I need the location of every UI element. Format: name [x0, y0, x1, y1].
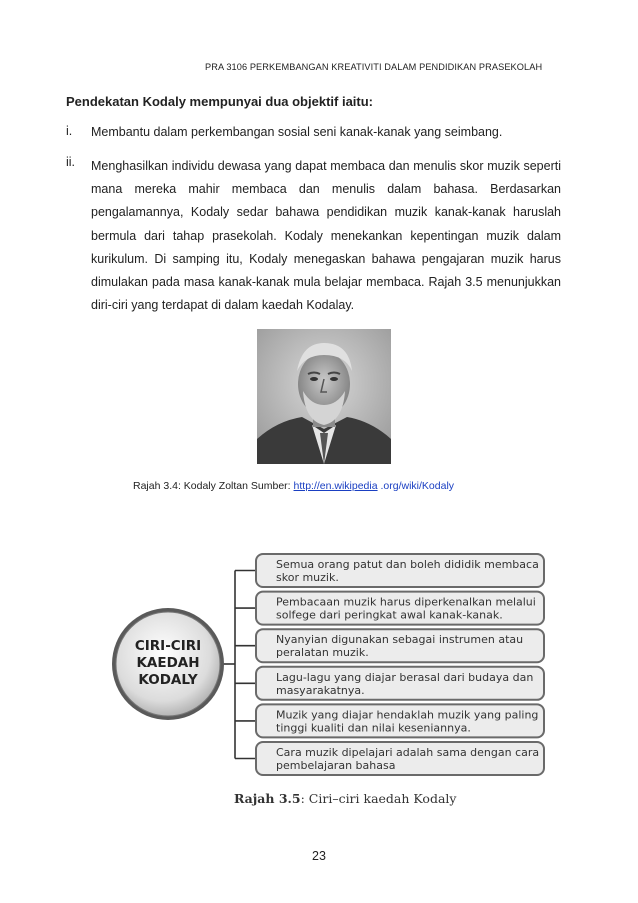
characteristic-text-line: skor muzik. [276, 571, 339, 584]
caption-prefix: Rajah 3.4: Kodaly Zoltan Sumber: [133, 480, 294, 492]
running-header: PRA 3106 PERKEMBANGAN KREATIVITI DALAM PENDIDIKAN PRASEKOLAH [205, 62, 543, 72]
item-text: Menghasilkan individu dewasa yang dapat membaca dan menulis skor muzik seperti mana mereka mahir membaca dan menulis dalam bahasa. Berdasarkan pengalamannya, Kodaly sedar bahawa pendidikan muzik kanak-kanak haruslah bermula dari tahap prasekolah. Kodaly menekankan kepentingan muzik dalam kurikulum. Di samping itu, Kodaly menegaskan bahawa pengajaran muzik harus dimulakan pada masa kanak-kanak mula belajar membaca. Rajah 3.5 menunjukkan diri-ciri yang terdapat di dalam kaedah Kodalay. [91, 159, 561, 313]
characteristic-text-line: solfege dari peringkat awal kanak-kanak. [276, 608, 503, 622]
item-text: Membantu dalam perkembangan sosial seni kanak-kanak yang seimbang. [91, 125, 503, 139]
characteristic-text-line: masyarakatnya. [276, 683, 365, 697]
source-link[interactable]: http://en.wikipedia [293, 480, 378, 492]
item-number: ii. [66, 155, 76, 169]
source-link-continued[interactable]: .org/wiki/Kodaly [377, 480, 455, 492]
kodaly-characteristics-diagram [110, 548, 550, 780]
caption-text: : Ciri–ciri kaedah Kodaly [300, 791, 457, 806]
figure-3-4-caption [133, 480, 454, 492]
characteristic-text-line: Semua orang patut dan boleh dididik membaca [276, 558, 539, 571]
circle-label-line: CIRI-CIRI [134, 638, 202, 654]
characteristic-text-line: tinggi kualiti dan nilai keseniannya. [276, 721, 471, 735]
characteristic-text-line: Cara muzik dipelajari adalah sama dengan cara [276, 746, 540, 759]
figure-3-5-caption [234, 791, 456, 806]
characteristic-text-line: Lagu-lagu yang diajar berasal dari budaya dan [276, 670, 534, 684]
characteristic-text-line: Muzik yang diajar hendaklah muzik yang paling [276, 708, 539, 722]
diagram-canvas [110, 548, 550, 780]
section-heading: Pendekatan Kodaly mempunyai dua objektif iaitu: [66, 94, 374, 109]
characteristic-text-line: peralatan muzik. [276, 646, 369, 660]
characteristic-text-line: Pembacaan muzik harus diperkenalkan melalui [276, 595, 536, 609]
item-number: i. [66, 124, 73, 138]
circle-label-line: KODALY [138, 672, 198, 688]
characteristic-text-line: Nyanyian digunakan sebagai instrumen atau [276, 633, 524, 647]
kodaly-portrait-photo [257, 329, 391, 464]
page-number: 23 [312, 849, 326, 863]
characteristic-text-line: pembelajaran bahasa [276, 759, 396, 772]
caption-label: Rajah 3.5 [234, 791, 301, 806]
circle-label-line: KAEDAH [136, 655, 200, 671]
